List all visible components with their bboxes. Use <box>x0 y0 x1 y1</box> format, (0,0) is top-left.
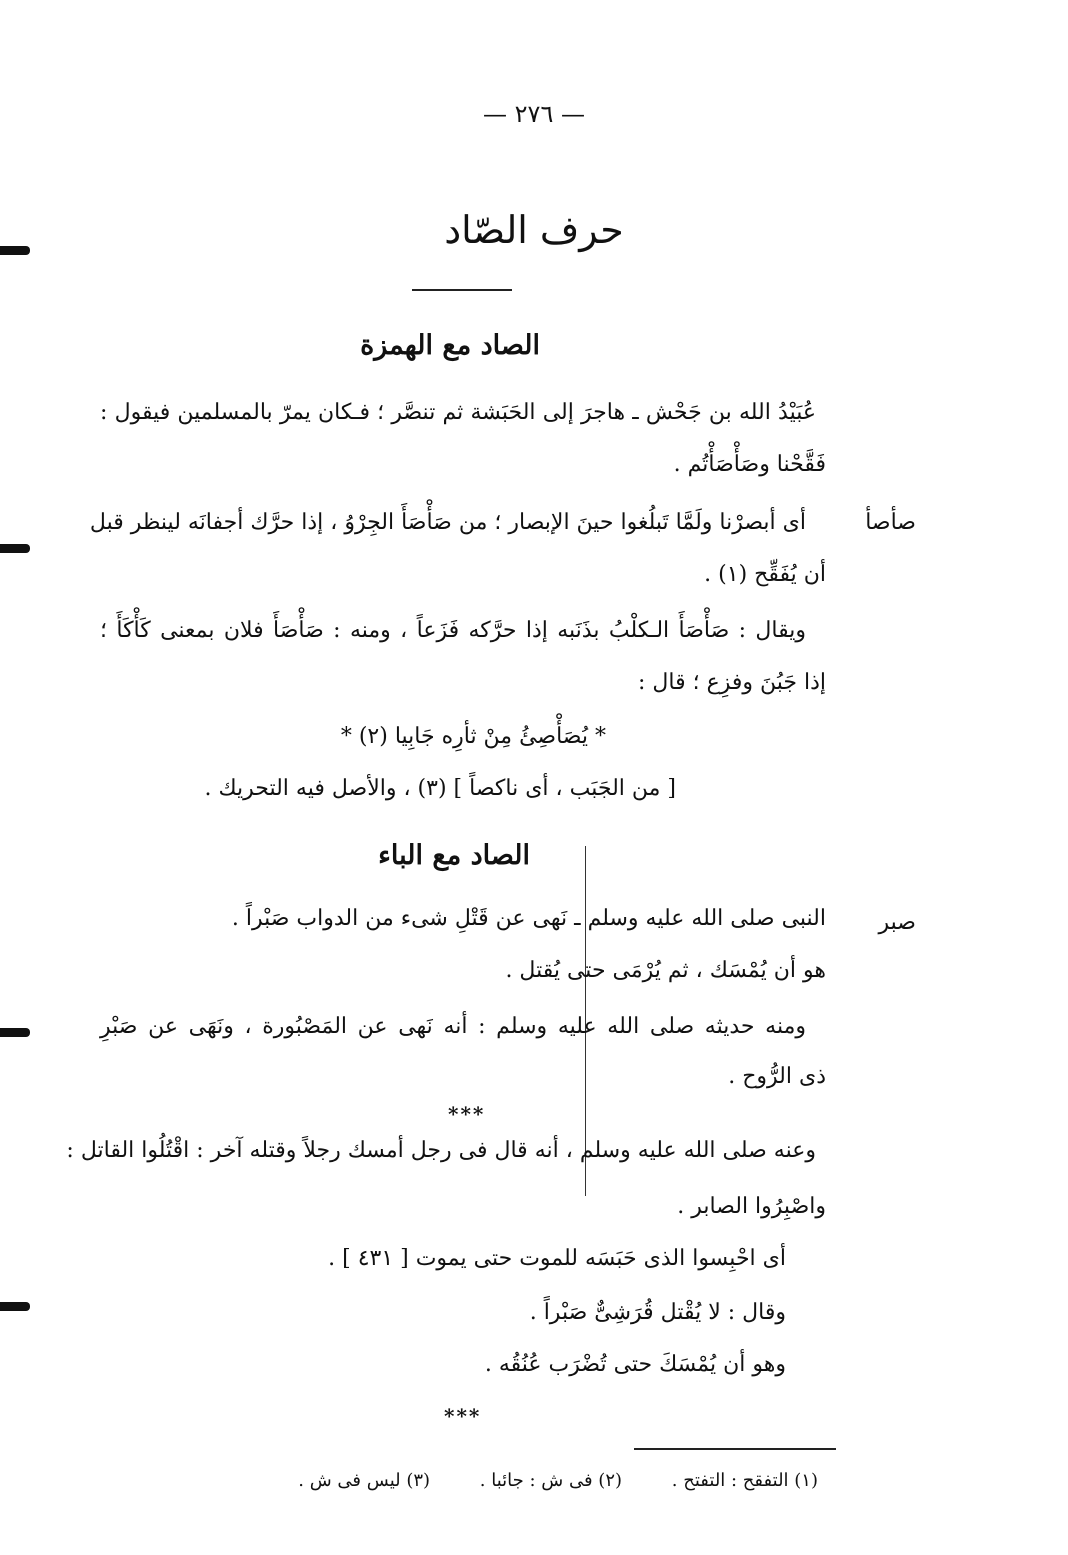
margin-headword: صأصأ <box>865 510 916 535</box>
text-line: وعنه صلى الله عليه وسلم ، أنه قال فى رجل أمسك رجلاً وقتله آخر : اقْتُلُوا القاتل : <box>66 1138 816 1163</box>
text-line: أن يُفَقِّح (١) . <box>704 562 826 587</box>
section-heading: الصاد مع الهمزة <box>360 330 540 361</box>
text-line: هو أن يُمْسَك ، ثم يُرْمَى حتى يُقتل . <box>505 958 826 983</box>
page-number: — ٢٧٦ — <box>483 100 585 128</box>
text-line: وقال : لا يُقْتل قُرَشِىٌّ صَبْراً . <box>529 1300 786 1325</box>
footnote: (٣) ليس فى ش . <box>298 1470 431 1491</box>
text-line: وهو أن يُمْسَكَ حتى تُضْرَب عُنُقُه . <box>484 1352 786 1377</box>
margin-headword: صبر <box>878 910 916 935</box>
text-line: ومنه حديثه صلى الله عليه وسلم : أنه نَهى عن المَصْبُورة ، ونَهَى عن صَبْرِ <box>100 1014 806 1039</box>
text-line: إذا جَبُنَ وفزِع ؛ قال : <box>638 670 826 695</box>
verse-line: * يُصَأْصِئُ مِنْ ثأرِه جَابِيا (٢) * <box>340 724 606 749</box>
section-heading: الصاد مع الباء <box>378 840 530 871</box>
scan-edge-mark <box>0 1302 30 1311</box>
scan-edge-mark <box>0 246 30 255</box>
footnote: (٢) فى ش : جائبا . <box>479 1470 623 1491</box>
text-line: عُبَيْدُ الله بن جَحْش ـ هاجرَ إلى الحَبَشة ثم تنصَّر ؛ فـكان يمرّ بالمسلمين فيقول : <box>100 400 816 425</box>
footnote-divider <box>634 1448 836 1450</box>
text-line: أى احْبِسوا الذى حَبَسَه للموت حتى يموت [ ٤٣١ ] . <box>328 1246 786 1271</box>
separator-stars: *** <box>444 1404 482 1428</box>
scan-edge-mark <box>0 544 30 553</box>
text-line: ذى الرُّوح . <box>728 1064 826 1089</box>
footnotes <box>254 1470 818 1491</box>
title-divider <box>412 289 512 291</box>
text-line: النبى صلى الله عليه وسلم ـ نَهى عن قَتْلِ شىء من الدواب صَبْراً . <box>231 906 826 931</box>
text-line: ويقال : صَأْصَأَ الـكلْبُ بذَنَبه إذا حرَّكه فَزَعاً ، ومنه : صَأْصَأَ فلان بمعنى كَأْكَأَ ؛ <box>100 618 806 643</box>
text-line: [ من الجَبَب ، أى ناكصاً ] (٣) ، والأصل فيه التحريك . <box>204 776 676 801</box>
text-line: واصْبِرُوا الصابر . <box>677 1194 826 1219</box>
footnote: (١) التفقح : التفتح . <box>671 1470 818 1491</box>
text-line: فَقَّحْنا وصَأْصَأْتُم . <box>673 452 826 477</box>
text-line: أى أبصرْنا ولَمَّا تَبلُغوا حينَ الإبصار ؛ من صَأْصَأَ الجِرْوُ ، إذا حرَّك أجفانَه لينظر قبل <box>89 510 806 535</box>
scan-edge-mark <box>0 1028 30 1037</box>
chapter-title: حرف الصّاد <box>444 208 624 252</box>
separator-stars: *** <box>448 1102 486 1126</box>
